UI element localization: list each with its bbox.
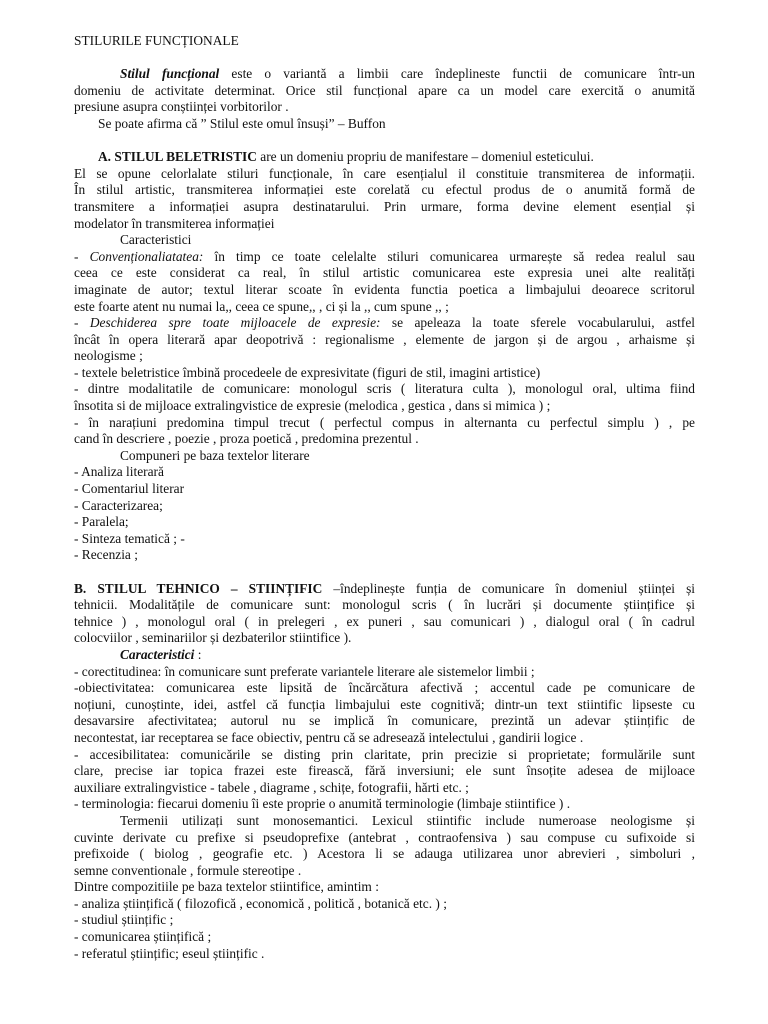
section-a-line: transmitere a informației asupra destinatarului. Prin urmare, forma devine element esențial și (74, 198, 695, 214)
composition-item: - analiza științifică ( filozofică , economică , politică , botanică etc. ) ; (74, 895, 447, 911)
list-item: -obiectivitatea: comunicarea este lipsită de încărcătura afectivă ; accentul cade pe comunicare de (74, 680, 695, 696)
list-item-continuation: clare, precise iar topica frazei este firească, fără inversiuni; ele sunt însoțite adesea de mijloace (74, 763, 695, 779)
list-item-continuation: însotita si de mijloace extralingvistice de expresie (melodica , gestica , dans si mimica ) ; (74, 398, 551, 414)
section-a-characteristics-label: Caracteristici (120, 232, 192, 248)
composition-item: - studiul științific ; (74, 912, 174, 928)
intro-quote: Se poate afirma că ” Stilul este omul însuși” – Buffon (98, 115, 386, 131)
list-item-continuation: desavarsire afectivitatea; autorul nu se implică în comunicare, prezintă un adevar științific de (74, 713, 695, 729)
page-title: STILURILE FUNCȚIONALE (74, 33, 239, 48)
intro-line-1: Stilul funcțional este o variantă a limbii care îndeplineste functii de comunicare într-un (120, 66, 695, 82)
composition-item: - Recenzia ; (74, 547, 138, 563)
section-b-line: colocviilor , seminariilor și dezbaterilor stiintifice ). (74, 630, 352, 646)
list-item-continuation: neologisme ; (74, 348, 143, 364)
section-b-heading: B. STILUL TEHNICO – STIINȚIFIC –îndeplinește funția de comunicare în domeniul științei și (74, 580, 695, 596)
section-a-line: În stilul artistic, transmiterea informației este corelată cu efectul produs de o anumită formă de (74, 182, 695, 198)
composition-item: - Comentariul literar (74, 481, 185, 497)
list-item: - textele beletristice îmbină procedeele de expresivitate (figuri de stil, imagini artistice) (74, 364, 541, 380)
composition-item: - Caracterizarea; (74, 497, 163, 513)
section-a-line: modelator în transmiterea informației (74, 215, 275, 231)
list-item: - Deschiderea spre toate mijloacele de expresie: se apeleaza la toate sferele vocabularului, astfel (74, 315, 696, 331)
terms-line: prefixoide ( biolog , geografie etc. ) Acestora li se adauga utilizarea unor abrevieri , simboluri , (74, 846, 695, 862)
composition-item: - referatul științific; eseul științific . (74, 945, 265, 961)
list-item: - în narațiuni predomina timpul trecut ( perfectul compus in alternanta cu perfectul simplu ) , pe (74, 414, 695, 430)
intro-line-2: domeniu de activitate determinat. Orice stil funcțional apare ca un model care exercită o anumită (74, 82, 695, 98)
composition-item: - comunicarea științifică ; (74, 929, 212, 945)
terms-line: Termenii utilizați sunt monosemantici. Lexicul stiintific include numeroase neologisme și (120, 812, 695, 828)
list-item-continuation: auxiliare extralingvistice - tabele , diagrame , schițe, fotografii, hărti etc. ; (74, 779, 469, 795)
composition-item: - Analiza literară (74, 464, 164, 480)
list-item-continuation: cand în descriere , poezie , proza poetică , predomina prezentul . (74, 431, 419, 447)
terms-line: semne conventionale , formule stereotipe . (74, 862, 302, 878)
list-item-continuation: ceea ce este considerat ca real, în stilul artistic comunicarea este expresia unei alte realități (74, 265, 695, 281)
section-a-line: El se opune celorlalate stiluri funcționale, în care esențialul il constituie transmiterea de informații. (74, 165, 695, 181)
section-b-characteristics-label: Caracteristici : (120, 646, 202, 662)
list-item: - corectitudinea: în comunicare sunt preferate variantele literare ale sistemelor limbii ; (74, 663, 535, 679)
list-item: - terminologia: fiecarui domeniu îi este proprie o anumită terminologie (limbaje stiintifice ) . (74, 796, 571, 812)
list-item-continuation: imaginate de autor; textul literar scoate în evidenta functia poetica a limbajului deoarece scritorul (74, 281, 695, 297)
list-item-continuation: necontestat, iar receptarea se face obiectiv, pentru că se adresează intelectului , gandirii logice . (74, 729, 584, 745)
section-b-line: tehnicii. Modalitățile de comunicare sunt: monologul scris ( în lucrări și documente științifice și (74, 597, 695, 613)
list-item-continuation: noțiuni, cunoștinte, idei, astfel că funcția limbajului este cognitivă; dintr-un text stiintific lipseste cu (74, 696, 695, 712)
list-item: - dintre modalitatile de comunicare: monologul scris ( literatura culta ), monologul oral, ultima fiind (74, 381, 695, 397)
list-item-continuation: este foarte atent nu numai la,, ceea ce spune,, , ci și la ,, cum spune ,, ; (74, 298, 449, 314)
section-a-heading: A. STILUL BELETRISTIC are un domeniu propriu de manifestare – domeniul esteticului. (98, 149, 594, 165)
terms-line: cuvinte derivate cu prefixe si pseudoprefixe (antebrat , contraofensiva ) sau compuse cu sufixoide si (74, 829, 695, 845)
section-a-compositions-label: Compuneri pe baza textelor literare (120, 447, 310, 463)
list-item-continuation: încât în opera literară apar deopotrivă : regionalisme , elemente de jargon și de argou , arhaisme și (74, 331, 695, 347)
section-b-line: tehnice ) , monologul oral ( in prelegeri , ex puneri , sau comunicari ) , dialogul oral ( în cadrul (74, 613, 695, 629)
document-page (74, 33, 695, 962)
list-item: - accesibilitatea: comunicările se disting prin claritate, prin precizie si proprietate; formulările sunt (74, 746, 695, 762)
intro-lead-term: Stilul funcțional (120, 66, 220, 82)
composition-item: - Paralela; (74, 514, 129, 530)
intro-line-3: presiune asupra conștiinței vorbitorilor . (74, 99, 289, 115)
composition-item: - Sinteza tematică ; - (74, 530, 185, 546)
list-item: - Convenționaliatatea: în timp ce toate celelalte stiluri comunicarea urmarește să redea realul sau (74, 248, 695, 264)
section-b-compositions-intro: Dintre compozitiile pe baza textelor stiintifice, amintim : (74, 879, 379, 895)
